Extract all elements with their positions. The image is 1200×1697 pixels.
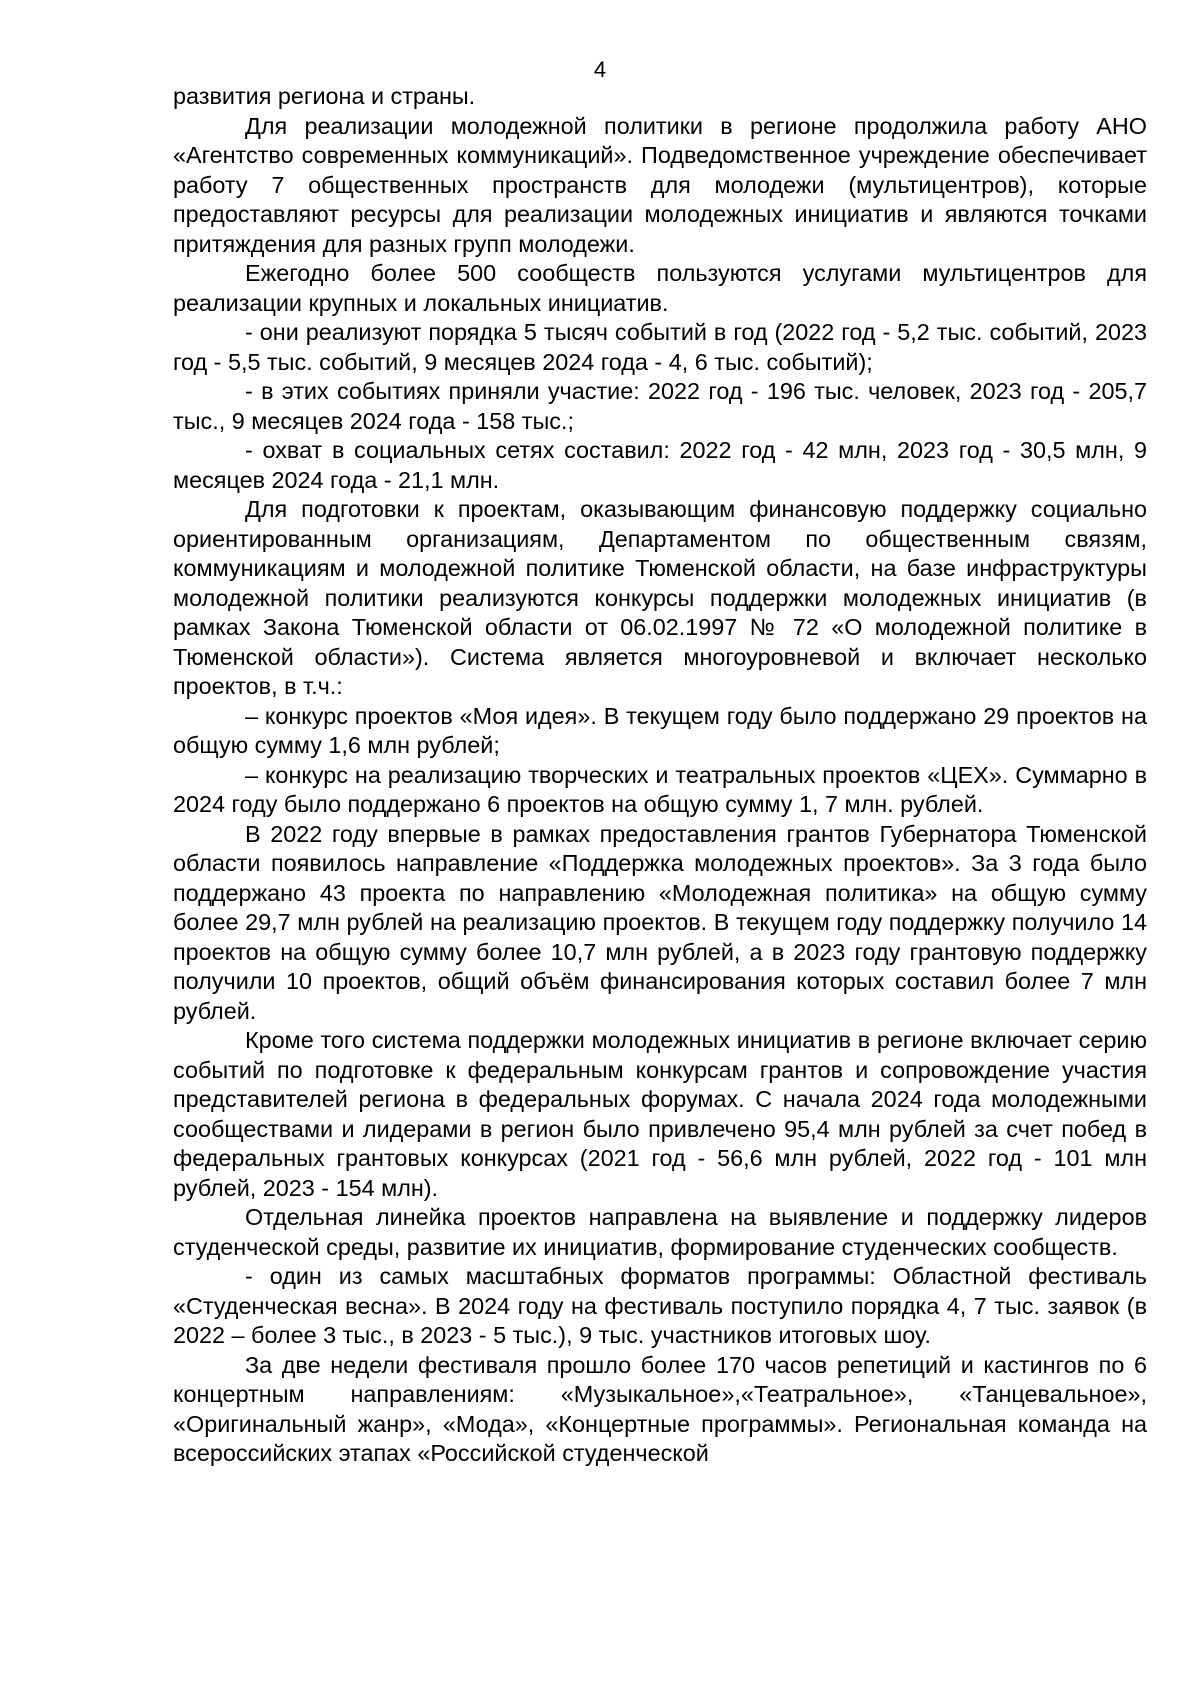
list-item-participants: - в этих событиях приняли участие: 2022 год - 196 тыс. человек, 2023 год - 205,7 тыс., 9 месяцев 2024 года - 158 тыс.;: [173, 378, 1147, 434]
paragraph-7: Для подготовки к проектам, оказывающим финансовую поддержку социально ориентированным организациям, Департаментом по общественным связям, коммуникациям и молодежной политике Тюменской области, на базе инфраструктуры молодежной политики реализуются конкурсы поддержки молодежных инициатив (в рамках Закона Тюменской области от 06.02.1997 № 72 «О молодежной политике в Тюменской области»). Система является многоуровневой и включает несколько проектов, в т.ч.:: [173, 496, 1147, 699]
paragraph-3: Ежегодно более 500 сообществ пользуются услугами мультицентров для реализации крупных и локальных инициатив.: [173, 260, 1147, 316]
list-item-student-spring: - один из самых масштабных форматов программы: Областной фестиваль «Студенческая весна». В 2024 году на фестиваль поступило порядка 4, 7 тыс. заявок (в 2022 – более 3 тыс., в 2023 - 5 тыс.), 9 тыс. участников итоговых шоу.: [173, 1263, 1147, 1348]
list-item-events: - они реализуют порядка 5 тысяч событий в год (2022 год - 5,2 тыс. событий, 2023 год - 5,5 тыс. событий, 9 месяцев 2024 года - 4, 6 тыс. событий);: [173, 319, 1147, 375]
page-number: 4: [593, 57, 607, 82]
paragraph-14: За две недели фестиваля прошло более 170 часов репетиций и кастингов по 6 концертным направлениям: «Музыкальное»,«Театральное», «Танцевальное», «Оригинальный жанр», «Мода», «Концертные программы». Региональная команда на всероссийских этапах «Российской студенческой: [173, 1351, 1147, 1466]
document-body: [173, 82, 1147, 1469]
list-item-tsekh: – конкурс на реализацию творческих и театральных проектов «ЦЕХ». Суммарно в 2024 году было поддержано 6 проектов на общую сумму 1, 7 млн. рублей.: [173, 761, 1147, 817]
paragraph-2: Для реализации молодежной политики в регионе продолжила работу АНО «Агентство современных коммуникаций». Подведомственное учреждение обеспечивает работу 7 общественных пространств для молодежи (мультицентров), которые предоставляют ресурсы для реализации молодежных инициатив и являются точками притяждения для разных групп молодежи.: [173, 112, 1147, 257]
list-item-social-reach: - охват в социальных сетях составил: 2022 год - 42 млн, 2023 год - 30,5 млн, 9 месяцев 2024 года - 21,1 млн.: [173, 437, 1147, 493]
paragraph-12: Отдельная линейка проектов направлена на выявление и поддержку лидеров студенческой среды, развитие их инициатив, формирование студенческих сообществ.: [173, 1204, 1147, 1260]
list-item-my-idea: – конкурс проектов «Моя идея». В текущем году было поддержано 29 проектов на общую сумму 1,6 млн рублей;: [173, 702, 1147, 758]
paragraph-1: развития региона и страны.: [173, 83, 476, 109]
paragraph-10: В 2022 году впервые в рамках предоставления грантов Губернатора Тюменской области появилось направление «Поддержка молодежных проектов». За 3 года было поддержано 43 проекта по направлению «Молодежная политика» на общую сумму более 29,7 млн рублей на реализацию проектов. В текущем году поддержку получило 14 проектов на общую сумму более 10,7 млн рублей, а в 2023 году грантовую поддержку получили 10 проектов, общий объём финансирования которых составил более 7 млн рублей.: [173, 820, 1147, 1024]
paragraph-11: Кроме того система поддержки молодежных инициатив в регионе включает серию событий по подготовке к федеральным конкурсам грантов и сопровождение участия представителей региона в федеральных форумах. С начала 2024 года молодежными сообществами и лидерами в регион было привлечено 95,4 млн рублей за счет побед в федеральных грантовых конкурсах (2021 год - 56,6 млн рублей, 2022 год - 101 млн рублей, 2023 - 154 млн).: [173, 1027, 1147, 1201]
